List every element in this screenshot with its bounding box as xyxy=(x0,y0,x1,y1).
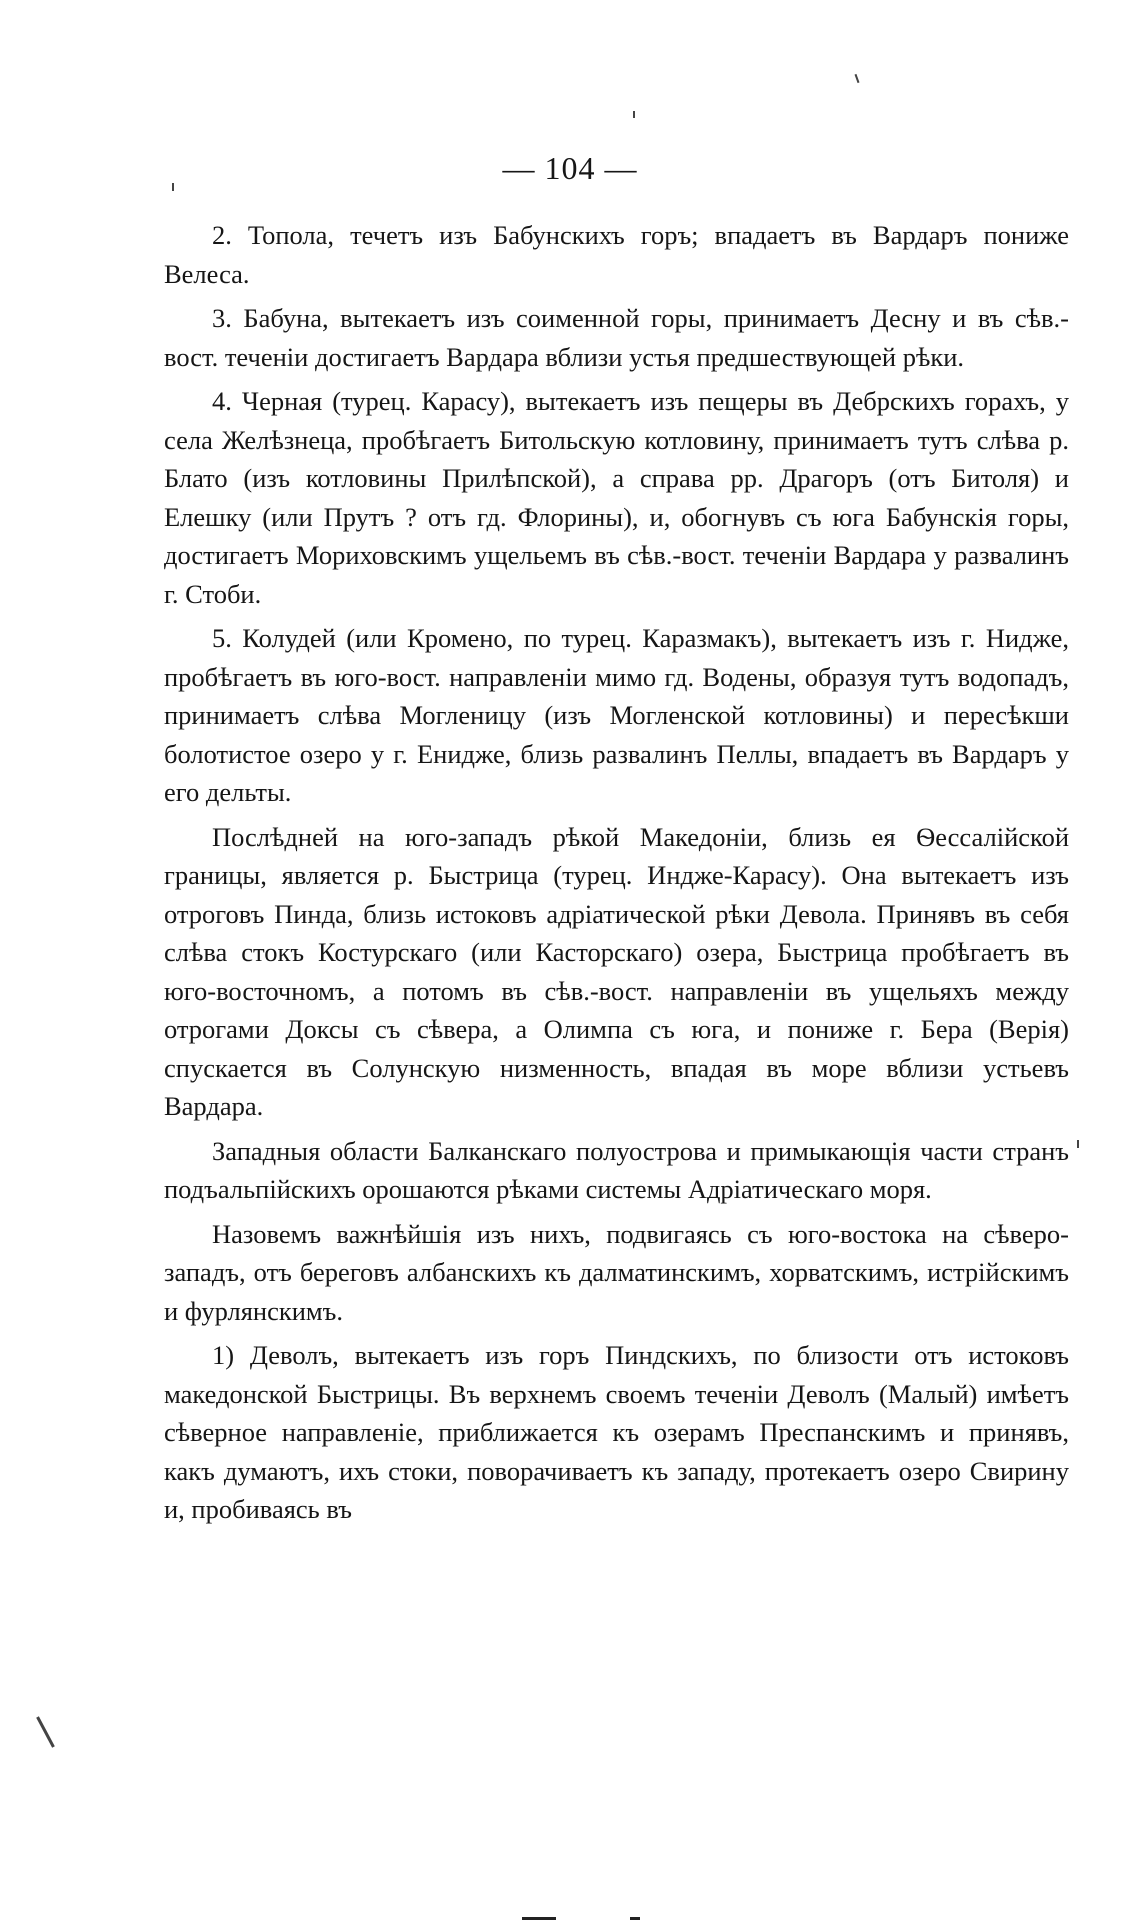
paragraph-item-3: 3. Бабуна, вытекаетъ изъ соименной горы, принимаетъ Десну и въ сѣв.-вост. теченіи достигаетъ Вардара вблизи устья предшествующей рѣки. xyxy=(164,303,1069,372)
paragraph-item-2: 2. Топола, течетъ изъ Бабунскихъ горъ; впадаетъ въ Вардаръ пониже Велеса. xyxy=(164,220,1069,289)
scan-speck xyxy=(855,74,860,83)
paragraph-item-4: 4. Черная (турец. Карасу), вытекаетъ изъ пещеры въ Дебрскихъ горахъ, у села Желѣзнеца, пробѣгаетъ Битольскую котловину, принимаетъ тутъ слѣва р. Блато (изъ котловины Прилѣпской), а справа рр. Драгоръ (отъ Битоля) и Елешку (или Прутъ ? отъ гд. Флорины), и, обогнувъ съ юга Бабунскія горы, достигаетъ Мориховскимъ ущельемъ въ сѣв.-вост. теченіи Вардара у развалинъ г. Стоби. xyxy=(164,386,1069,609)
paragraph-western-regions: Западныя области Балканскаго полуострова и примыкающія части странъ подъальпійскихъ орошаются рѣками системы Адріатическаго моря. xyxy=(164,1135,1069,1204)
scan-speck xyxy=(172,183,174,191)
paragraph-bystrica: Послѣдней на юго-западъ рѣкой Македоніи, близь ея Ѳессалійской границы, является р. Быстрица (турец. Индже-Карасу). Она вытекаетъ изъ отроговъ Пинда, близь истоковъ адріатической рѣки Девола. Принявъ въ себя слѣва стокъ Костурскаго (или Касторскаго) озера, Быстрица пробѣгаетъ въ юго-восточномъ, а потомъ въ сѣв.-вост. направленіи въ ущельяхъ между отрогами Доксы съ сѣвера, а Олимпа съ юга, и пониже г. Бера (Верія) спускается въ Солунскую низменность, впадая въ море вблизи устьевъ Вардара. xyxy=(164,821,1069,1121)
scan-mark xyxy=(522,1917,556,1920)
paragraph-item-5: 5. Колудей (или Кромено, по турец. Каразмакъ), вытекаетъ изъ г. Нидже, пробѣгаетъ въ юго-вост. направленіи мимо гд. Водены, образуя тутъ водопадъ, принимаетъ слѣва Могленицу (изъ Могленской котловины) и пересѣкши болотистое озеро у г. Енидже, близь развалинъ Пеллы, впадаетъ въ Вардаръ у его дельты. xyxy=(164,623,1069,807)
paragraph-rivers-list-intro: Назовемъ важнѣйшія изъ нихъ, подвигаясь съ юго-востока на сѣверо-западъ, отъ береговъ албанскихъ къ далматинскимъ, хорватскимъ, истрійскимъ и фурлянскимъ. xyxy=(164,1218,1069,1326)
scan-speck xyxy=(1077,1140,1079,1148)
page-number: — 104 — xyxy=(502,150,638,186)
text-body xyxy=(164,216,1069,1529)
scan-mark xyxy=(36,1716,55,1747)
paragraph-devol: 1) Деволъ, вытекаетъ изъ горъ Пиндскихъ, по близости отъ истоковъ македонской Быстрицы. Въ верхнемъ своемъ теченіи Деволъ (Малый) имѣетъ сѣверное направленіе, приближается къ озерамъ Преспанскимъ и принявъ, какъ думаютъ, ихъ стоки, поворачиваетъ къ западу, протекаетъ озеро Свирину и, пробиваясь въ xyxy=(164,1340,1069,1524)
scan-speck xyxy=(633,111,635,118)
scan-mark xyxy=(630,1917,640,1920)
